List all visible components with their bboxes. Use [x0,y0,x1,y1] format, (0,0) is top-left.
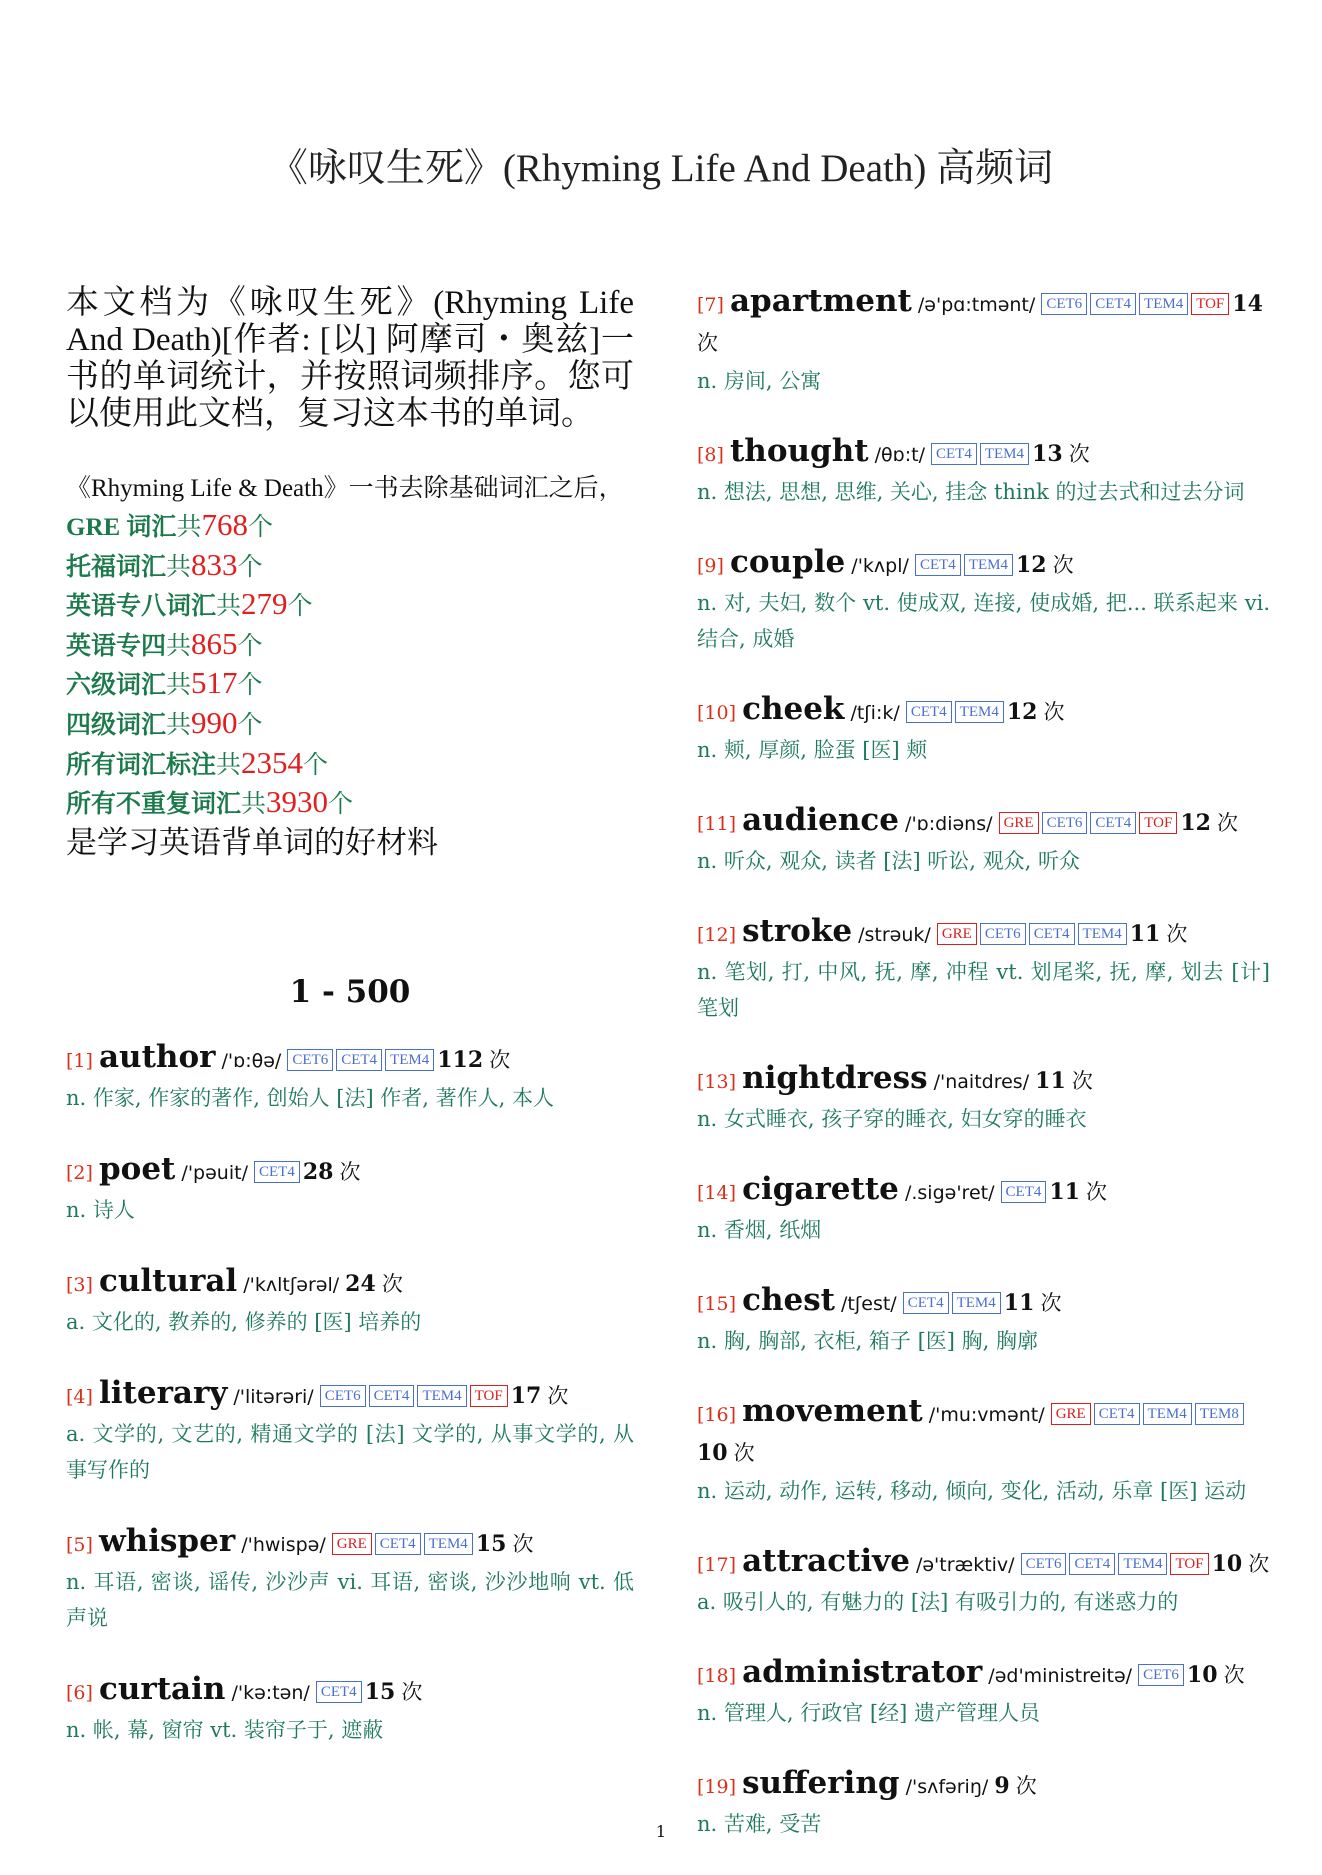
entry-phonetic: /'ɒ:diəns/ [905,813,993,835]
entry-count-unit: 次 [1223,1663,1245,1687]
word-entry [697,432,1270,510]
exam-tag: GRE [1051,1403,1091,1425]
stat-connector: 共 [166,553,192,581]
entry-index: [6] [66,1681,93,1704]
entry-head [697,1392,1270,1473]
stat-unit: 个 [247,514,273,541]
exam-tag: TEM4 [1118,1553,1167,1575]
entry-definition: n. 诗人 [66,1197,135,1222]
entry-index: [18] [697,1665,737,1687]
exam-tag: CET4 [375,1533,421,1555]
exam-tag: TEM4 [964,554,1013,576]
entry-head [697,801,1270,843]
stat-label: GRE 词汇 [66,514,177,541]
entry-head [66,1374,634,1416]
entry-count: 12 [1180,810,1211,836]
stat-unit: 个 [287,593,313,621]
exam-tag: TEM4 [980,443,1029,465]
stat-label: 所有不重复词汇 [66,791,242,819]
stat-label: 英语专四 [66,632,167,660]
exam-tag: CET6 [980,923,1026,945]
entry-index: [1] [66,1049,93,1072]
entry-count: 10 [1211,1551,1243,1577]
stat-unit: 个 [303,751,329,779]
entry-definition: n. 房间, 公寓 [697,369,822,393]
entry-phonetic: /'sʌfəriŋ/ [905,1776,989,1798]
exam-tag: TEM4 [424,1533,473,1555]
entry-head [697,690,1270,732]
exam-tag: TEM4 [385,1049,434,1071]
entry-index: [15] [697,1293,737,1315]
entry-head [697,1764,1270,1806]
exam-tag: CET4 [1090,812,1136,834]
entry-word: chest [742,1282,835,1318]
word-entry [66,1522,634,1636]
exam-tag: CET4 [316,1681,362,1703]
entry-count-unit: 次 [547,1383,569,1408]
intro-paragraph: 本文档为《咏叹生死》(Rhyming Life And Death)[作者: [以] 阿摩司・奥兹]一书的单词统计，并按照词频排序。您可以使用此文档，复习这本书的单词。 [66,285,634,432]
page-title: 《咏叹生死》(Rhyming Life And Death) 高频词 [268,147,1054,190]
entry-count: 15 [364,1678,396,1705]
word-entry [697,912,1270,1026]
entry-phonetic: /strəuk/ [858,924,931,946]
entry-head [66,1038,634,1080]
entry-phonetic: /'kə:tən/ [231,1681,310,1704]
entry-word: couple [729,544,846,580]
entry-definition: n. 苦难, 受苦 [697,1812,822,1836]
entry-index: [7] [697,294,724,316]
entry-word: stroke [742,913,853,949]
entry-count: 11 [1049,1179,1080,1205]
entry-phonetic: /ə'pɑ:tmənt/ [917,294,1036,316]
exam-tag: CET4 [1069,1553,1115,1575]
exam-tag: TEM4 [1078,923,1127,945]
entry-phonetic: /'hwispə/ [241,1533,326,1556]
stat-connector: 共 [166,632,192,660]
word-entry [697,1542,1270,1620]
entry-definition: n. 管理人, 行政官 [经] 遗产管理人员 [697,1701,1040,1725]
exam-tag: CET4 [915,554,961,576]
entry-index: [16] [697,1404,737,1426]
word-entry [697,282,1270,399]
entry-count-unit: 次 [1052,553,1074,577]
entry-head [697,1059,1270,1101]
entry-count: 13 [1032,441,1063,467]
entry-head [697,1281,1270,1323]
stat-row [66,784,634,824]
entry-count: 12 [1015,552,1047,578]
entry-word: apartment [729,283,912,319]
entry-word: cigarette [742,1171,899,1207]
entry-phonetic: /.sigə'ret/ [904,1182,995,1204]
stat-label: 托福词汇 [66,553,167,581]
stat-row [66,547,634,587]
entry-definition: a. 吸引人的, 有魅力的 [法] 有吸引力的, 有迷惑力的 [697,1590,1179,1614]
entry-phonetic: /əd'ministreitə/ [988,1665,1133,1687]
entry-head [66,1522,634,1564]
entry-count: 24 [345,1270,376,1297]
entry-count-unit: 次 [381,1271,403,1296]
entry-head [697,543,1270,585]
entry-head [697,1170,1270,1212]
exam-tag: TOF [1170,1553,1208,1575]
entry-index: [4] [66,1385,93,1408]
stat-count: 517 [191,665,238,701]
exam-tag: CET4 [1090,293,1136,315]
word-entry [66,1670,634,1748]
entry-definition: a. 文化的, 教养的, 修养的 [医] 培养的 [66,1309,422,1334]
stat-unit: 个 [237,632,263,660]
stat-row [66,626,634,666]
entry-count-unit: 次 [1068,442,1090,466]
entry-index: [19] [697,1776,737,1798]
entry-definition: n. 运动, 动作, 运转, 移动, 倾向, 变化, 活动, 乐章 [医] 运动 [697,1479,1247,1503]
entry-index: [10] [697,702,737,724]
stat-count: 768 [201,507,248,542]
entry-head [66,1262,634,1304]
entry-count: 17 [510,1382,542,1409]
word-list-right [697,282,1270,1842]
entry-word: curtain [98,1670,226,1707]
entry-head [66,1150,634,1192]
entry-count: 11 [1129,921,1161,947]
entry-phonetic: /'kʌltʃərəl/ [243,1273,340,1296]
entry-count-unit: 次 [401,1679,423,1704]
entry-index: [17] [697,1554,737,1576]
entry-index: [5] [66,1533,93,1556]
exam-tag: CET4 [254,1161,300,1183]
word-list-left [66,1038,634,1748]
entry-definition: n. 对, 夫妇, 数个 vt. 使成双, 连接, 使成婚, 把... 联系起来 vi. 结合, 成婚 [697,591,1270,651]
entry-word: movement [742,1393,923,1429]
entry-head [697,432,1270,474]
entry-count-unit: 次 [1166,922,1188,946]
entry-definition: n. 耳语, 密谈, 谣传, 沙沙声 vi. 耳语, 密谈, 沙沙地响 vt. 低声说 [66,1569,634,1630]
stat-unit: 个 [328,791,354,819]
stat-row [66,507,634,547]
entry-count-unit: 次 [1248,1552,1270,1576]
left-column [66,285,634,1782]
exam-tag: CET4 [369,1385,415,1407]
entry-index: [8] [697,444,724,466]
entry-count-unit: 次 [1071,1069,1093,1093]
exam-tag: GRE [332,1533,372,1555]
entry-count-unit: 次 [1015,1774,1037,1798]
entry-phonetic: /ə'træktiv/ [915,1554,1015,1576]
entry-count-unit: 次 [733,1441,755,1465]
book-summary-line: 《Rhyming Life & Death》一书去除基础词汇之后， [66,475,624,502]
entry-phonetic: /'pəuit/ [181,1161,248,1184]
entry-index: [3] [66,1273,93,1296]
stat-row [66,745,634,785]
exam-tag: CET6 [287,1049,333,1071]
entry-count: 11 [1035,1068,1066,1094]
entry-phonetic: /'litərəri/ [233,1385,314,1408]
exam-tag: CET4 [906,701,952,723]
exam-tag: TEM4 [417,1385,466,1407]
stat-connector: 共 [176,514,202,541]
exam-tag: CET4 [1094,1403,1140,1425]
entry-count-unit: 次 [512,1531,534,1556]
entry-head [697,282,1270,363]
entry-count-unit: 次 [1040,1291,1062,1315]
entry-word: poet [98,1150,176,1187]
page-number: 1 [655,1822,667,1841]
stat-connector: 共 [216,751,242,779]
entry-word: author [98,1038,216,1075]
exam-tag: CET6 [1041,293,1087,315]
stat-unit: 个 [237,711,263,739]
word-entry [697,690,1270,768]
exam-tag: CET4 [1029,923,1075,945]
word-entry [66,1150,634,1228]
entry-count-unit: 次 [1086,1180,1108,1204]
word-entry [697,801,1270,879]
exam-tag: CET6 [1042,812,1088,834]
stat-row [66,586,634,626]
exam-tag: TEM4 [955,701,1004,723]
entry-count: 12 [1006,699,1038,725]
entry-definition: n. 香烟, 纸烟 [697,1218,822,1242]
exam-tag: CET6 [320,1385,366,1407]
exam-tag: CET4 [1001,1181,1047,1203]
stat-connector: 共 [166,711,192,739]
entry-phonetic: /'naitdres/ [933,1071,1030,1093]
word-entry [697,543,1270,657]
entry-phonetic: /'kʌpl/ [851,555,909,577]
entry-count-unit: 次 [697,331,718,355]
entry-word: audience [742,802,899,838]
entry-index: [12] [697,924,737,946]
entry-count-unit: 次 [1217,811,1238,835]
exam-tag: TOF [1139,812,1177,834]
entry-count-unit: 次 [1043,700,1065,724]
exam-tag: CET6 [1138,1664,1184,1686]
entry-phonetic: /tʃest/ [841,1293,897,1315]
stats-list [66,507,634,824]
entry-word: suffering [742,1765,900,1801]
entry-count: 112 [437,1046,484,1073]
entry-count: 10 [1186,1662,1218,1688]
exam-tag: TEM4 [1139,293,1188,315]
entry-definition: n. 帐, 幕, 窗帘 vt. 装帘子于, 遮蔽 [66,1717,384,1742]
entry-index: [13] [697,1071,737,1093]
section-title: 1 - 500 [289,973,411,1010]
entry-word: whisper [98,1522,236,1559]
stat-count: 833 [191,546,238,582]
entry-definition: a. 文学的, 文艺的, 精通文学的 [法] 文学的, 从事文学的, 从事写作的 [66,1421,634,1482]
word-entry [697,1392,1270,1509]
entry-index: [2] [66,1161,93,1184]
entry-head [66,1670,634,1712]
exam-tag: TEM4 [1143,1403,1192,1425]
entry-count: 10 [697,1440,728,1466]
entry-word: cheek [742,691,845,727]
word-entry [697,1281,1270,1359]
stat-connector: 共 [166,672,192,700]
stat-label: 所有词汇标注 [66,751,217,779]
entry-count: 14 [1232,291,1263,317]
stat-count: 2354 [241,744,304,780]
stat-unit: 个 [237,672,263,700]
word-entry [66,1038,634,1116]
entry-head [697,912,1270,954]
entry-phonetic: /'mu:vmənt/ [928,1404,1045,1426]
entry-definition: n. 听众, 观众, 读者 [法] 听讼, 观众, 听众 [697,849,1081,873]
stat-count: 865 [191,625,238,661]
stat-label: 六级词汇 [66,672,167,700]
stat-count: 279 [241,586,288,622]
stat-unit: 个 [237,553,263,581]
word-entry [697,1170,1270,1248]
entry-definition: n. 胸, 胸部, 衣柜, 箱子 [医] 胸, 胸廓 [697,1329,1039,1353]
entry-definition: n. 女式睡衣, 孩子穿的睡衣, 妇女穿的睡衣 [697,1107,1087,1131]
entry-head [697,1542,1270,1584]
entry-word: nightdress [742,1060,928,1096]
entry-count: 15 [475,1530,507,1557]
stat-count: 990 [191,704,238,740]
exam-tag: TEM4 [952,1292,1001,1314]
stat-row [66,705,634,745]
exam-tag: CET6 [1021,1553,1067,1575]
exam-tag: TOF [1191,293,1229,315]
stat-count: 3930 [266,784,329,820]
entry-word: administrator [742,1654,983,1690]
exam-tag: CET4 [903,1292,949,1314]
exam-tag: CET4 [931,443,977,465]
entry-count-unit: 次 [489,1047,511,1072]
entry-index: [14] [697,1182,737,1204]
entry-index: [11] [697,813,737,835]
entry-phonetic: /tʃi:k/ [850,702,900,724]
entry-definition: n. 颊, 厚颜, 脸蛋 [医] 颊 [697,738,928,762]
entry-definition: n. 想法, 思想, 思维, 关心, 挂念 think 的过去式和过去分词 [697,480,1245,504]
right-column [697,282,1270,1875]
exam-tag: TOF [470,1385,508,1407]
entry-count-unit: 次 [339,1159,361,1184]
word-entry [66,1262,634,1340]
exam-tag: GRE [937,923,977,945]
entry-head [697,1653,1270,1695]
entry-count: 28 [302,1158,334,1185]
exam-tag: GRE [999,812,1039,834]
entry-count: 9 [994,1773,1010,1799]
exam-tag: TEM8 [1195,1403,1244,1425]
entry-word: literary [98,1374,228,1411]
exam-tag: CET4 [336,1049,382,1071]
entry-word: cultural [98,1262,238,1299]
entry-word: thought [729,433,869,469]
entry-definition: n. 笔划, 打, 中风, 抚, 摩, 冲程 vt. 划尾桨, 抚, 摩, 划去 [计] 笔划 [697,960,1270,1020]
entry-phonetic: /θɒ:t/ [874,444,925,466]
entry-definition: n. 作家, 作家的著作, 创始人 [法] 作者, 著作人, 本人 [66,1085,555,1110]
stat-label: 四级词汇 [66,711,167,739]
stat-label: 英语专八词汇 [66,593,217,621]
entry-index: [9] [697,555,724,577]
entry-phonetic: /'ɒ:θə/ [221,1049,282,1072]
word-entry [697,1653,1270,1731]
word-entry [66,1374,634,1488]
entry-word: attractive [742,1543,910,1579]
stat-connector: 共 [216,593,242,621]
entry-count: 11 [1003,1290,1035,1316]
word-entry [697,1059,1270,1137]
stat-row [66,665,634,705]
stat-connector: 共 [241,791,267,819]
closing-line: 是学习英语背单词的好材料 [66,824,438,860]
